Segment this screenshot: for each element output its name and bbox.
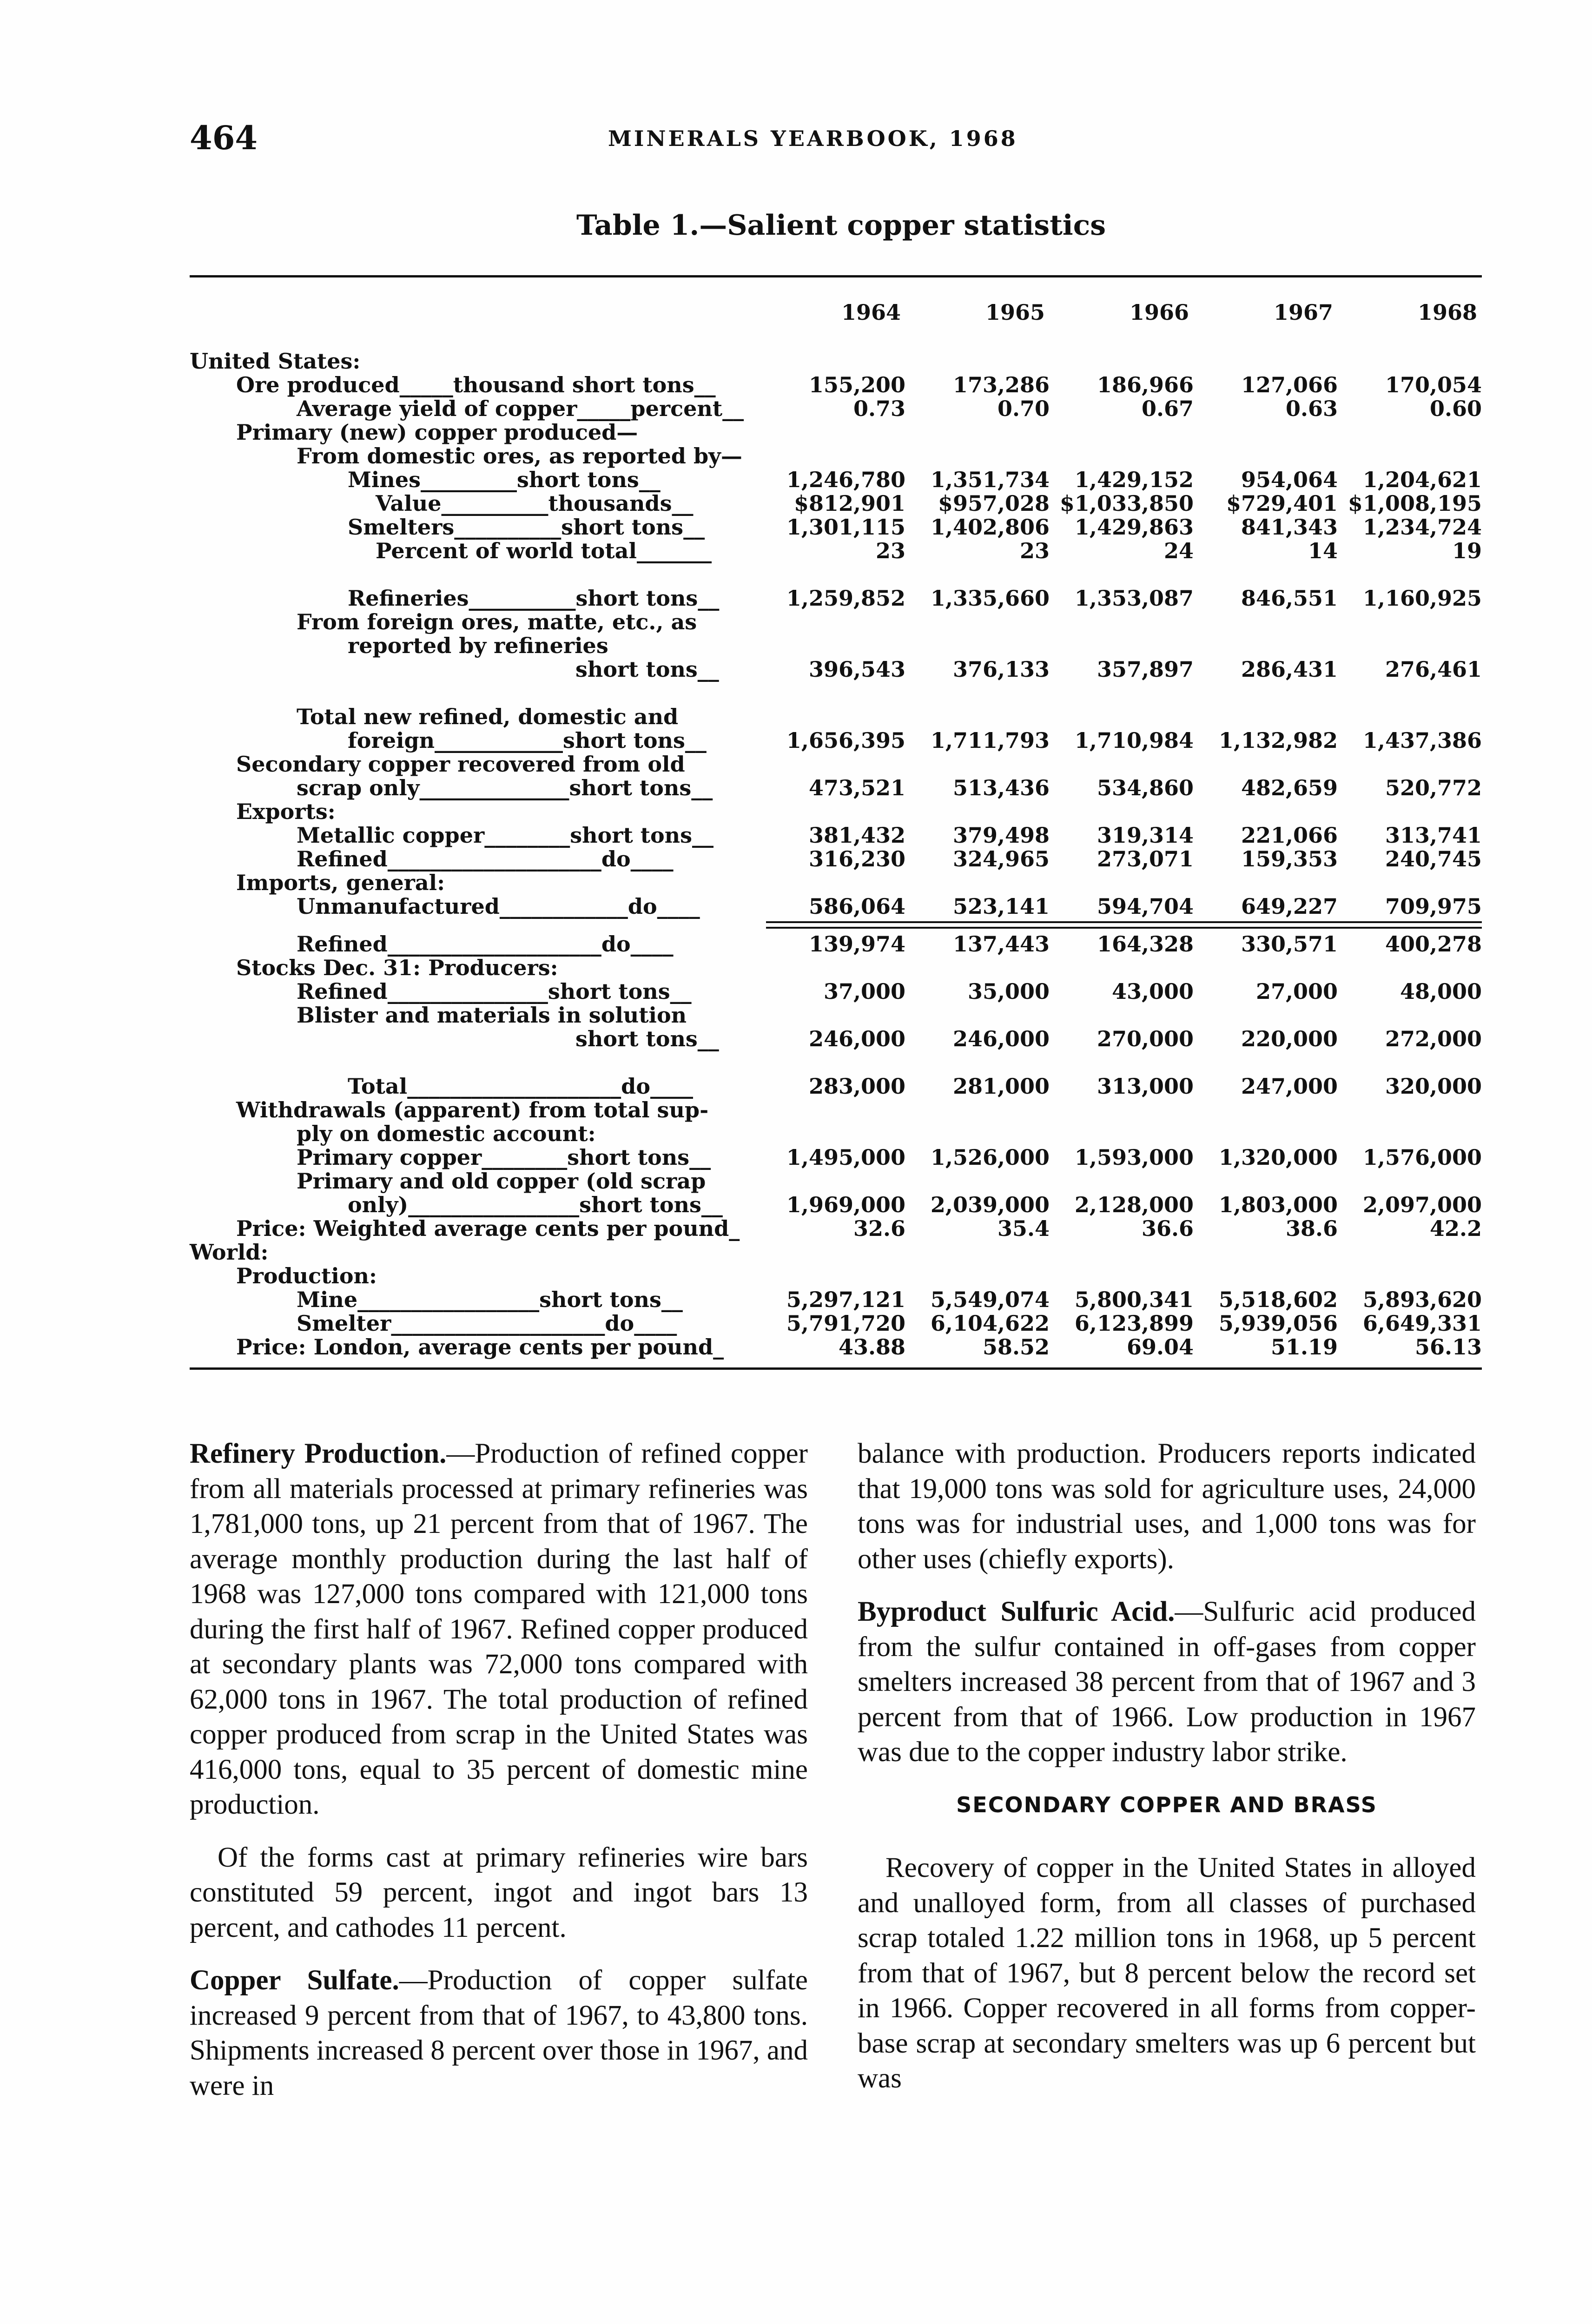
- table-row: [190, 870, 1482, 894]
- table-cell: $1,033,850: [1059, 491, 1194, 516]
- table-cell: 240,745: [1385, 846, 1482, 872]
- table-cell: 5,297,121: [786, 1287, 905, 1312]
- table-cell: 313,000: [1097, 1074, 1194, 1099]
- table-cell: 1,160,925: [1362, 586, 1482, 611]
- table-row: [190, 1026, 1482, 1050]
- table-cell: 1,353,087: [1074, 586, 1194, 611]
- row-label: From foreign ores, matte, etc., as: [297, 609, 697, 634]
- table-cell: 281,000: [952, 1074, 1050, 1099]
- section-heading: SECONDARY COPPER AND BRASS: [956, 1792, 1377, 1817]
- row-label: Total____________________do____: [348, 1074, 694, 1099]
- row-label: Exports:: [236, 799, 336, 824]
- table-cell: 24: [1163, 538, 1194, 563]
- table-row: [190, 396, 1482, 420]
- table-cell: 159,353: [1241, 846, 1338, 872]
- table-cell: 246,000: [808, 1026, 905, 1051]
- column-header: 1966: [1129, 300, 1189, 325]
- table-cell: 247,000: [1241, 1074, 1338, 1099]
- table-cell: 0.73: [853, 396, 905, 421]
- row-label: only)________________short tons__: [348, 1192, 723, 1217]
- table-row: [190, 775, 1482, 799]
- table-cell: 5,800,341: [1074, 1287, 1194, 1312]
- column-header: 1965: [985, 300, 1045, 325]
- table-cell: 846,551: [1241, 586, 1338, 611]
- table-row: [190, 586, 1482, 609]
- column-header: 1967: [1273, 300, 1333, 325]
- row-label: reported by refineries: [348, 633, 608, 658]
- row-label: Blister and materials in solution: [297, 1003, 687, 1028]
- table-cell: 520,772: [1385, 775, 1482, 800]
- table-cell: 0.60: [1429, 396, 1482, 421]
- table-row: [190, 491, 1482, 515]
- table-row: [190, 633, 1482, 657]
- row-label: Total new refined, domestic and: [297, 704, 679, 729]
- forms-paragraph: Of the forms cast at primary refineries wire bars constituted 59 percent, ingot and ingot bars 13 percent, and cathodes 11 percent.: [190, 1842, 808, 1943]
- table-row: [190, 894, 1482, 918]
- row-label: Primary (new) copper produced—: [236, 420, 638, 445]
- table-cell: 330,571: [1241, 931, 1338, 957]
- table-cell: 324,965: [952, 846, 1050, 872]
- table-title: Table 1.—Salient copper statistics: [576, 209, 1106, 242]
- table-row: [190, 704, 1482, 728]
- row-label: Imports, general:: [236, 870, 445, 895]
- table-row: [190, 1121, 1482, 1145]
- table-cell: 5,549,074: [930, 1287, 1050, 1312]
- table-cell: 1,429,863: [1074, 515, 1194, 540]
- row-label: Mines_________short tons__: [348, 467, 661, 492]
- table-cell: 1,710,984: [1074, 728, 1194, 753]
- table-cell: 376,133: [952, 657, 1050, 682]
- row-label: Stocks Dec. 31: Producers:: [236, 955, 558, 980]
- table-cell: 273,071: [1097, 846, 1194, 872]
- table-cell: 1,234,724: [1362, 515, 1482, 540]
- table-cell: 170,054: [1385, 372, 1482, 397]
- table-cell: 1,402,806: [930, 515, 1050, 540]
- table-cell: 23: [875, 538, 905, 563]
- row-label: Average yield of copper_____percent__: [297, 396, 744, 421]
- table-row: [190, 515, 1482, 538]
- row-label: scrap only______________short tons__: [297, 775, 713, 800]
- table-cell: 1,437,386: [1362, 728, 1482, 753]
- table-row: [190, 349, 1482, 372]
- row-label: ply on domestic account:: [297, 1121, 596, 1146]
- running-header: [190, 119, 1482, 165]
- table-cell: 0.70: [997, 396, 1050, 421]
- table-cell: 841,343: [1241, 515, 1338, 540]
- table-cell: 1,301,115: [786, 515, 905, 540]
- row-label: Percent of world total_______: [376, 538, 712, 563]
- table-cell: 164,328: [1097, 931, 1194, 957]
- table-cell: 272,000: [1385, 1026, 1482, 1051]
- table-row: [190, 931, 1482, 955]
- table-cell: 709,975: [1385, 894, 1482, 919]
- table-cell: 27,000: [1255, 979, 1338, 1004]
- sulfate-text: —Production of copper sulfate increased 9 percent from that of 1967, to 43,800 tons. Shipments increased 8 percent over those in 1967, and were in: [190, 1965, 808, 2101]
- row-label: Smelter____________________do____: [297, 1311, 677, 1336]
- row-label: Withdrawals (apparent) from total sup-: [236, 1097, 709, 1122]
- table-cell: 586,064: [808, 894, 905, 919]
- table-cell: 1,246,780: [786, 467, 905, 492]
- refinery-run-in-head: Refinery Production.: [190, 1438, 447, 1469]
- table-cell: 320,000: [1385, 1074, 1482, 1099]
- table-cell: 5,939,056: [1218, 1311, 1338, 1336]
- table-cell: 1,495,000: [786, 1145, 905, 1170]
- table-row: [190, 1334, 1482, 1358]
- table-cell: 1,593,000: [1074, 1145, 1194, 1170]
- table-cell: 221,066: [1241, 823, 1338, 848]
- table-cell: 6,649,331: [1362, 1311, 1482, 1336]
- table-cell: 173,286: [952, 372, 1050, 397]
- table-cell: 37,000: [823, 979, 905, 1004]
- table-row: [190, 1074, 1482, 1097]
- recovery-paragraph: Recovery of copper in the United States in alloyed and unalloyed form, from all classes of purchased scrap totaled 1.22 million tons in 1968, up 5 percent from that of 1967, but 8 percent below the record set in 1966. Copper recovered in all forms from copper-base scrap at secondary smelters was up 6 percent but was: [858, 1852, 1476, 2094]
- table-cell: 1,132,982: [1218, 728, 1338, 753]
- column-header-row: [190, 279, 1482, 349]
- table-cell: $957,028: [938, 491, 1050, 516]
- table-cell: 594,704: [1097, 894, 1194, 919]
- table-cell: 1,576,000: [1362, 1145, 1482, 1170]
- table-row: [190, 1003, 1482, 1026]
- table-row: [190, 609, 1482, 633]
- row-label: Primary and old copper (old scrap: [297, 1169, 706, 1194]
- table-cell: 186,966: [1097, 372, 1194, 397]
- table-cell: 2,128,000: [1074, 1192, 1194, 1217]
- table-row: [190, 1287, 1482, 1311]
- table-cell: 51.19: [1270, 1334, 1338, 1360]
- table-row: [190, 1263, 1482, 1287]
- table-cell: $812,901: [793, 491, 905, 516]
- table-cell: 473,521: [808, 775, 905, 800]
- row-label: World:: [190, 1240, 269, 1265]
- column-header: 1964: [841, 300, 901, 325]
- table-cell: 283,000: [808, 1074, 905, 1099]
- table-cell: 400,278: [1385, 931, 1482, 957]
- table-cell: 1,320,000: [1218, 1145, 1338, 1170]
- table-row: [190, 657, 1482, 680]
- table-row: [190, 728, 1482, 752]
- table-cell: 23: [1019, 538, 1050, 563]
- table-row: [190, 562, 1482, 586]
- table-cell: 127,066: [1241, 372, 1338, 397]
- table-cell: 5,893,620: [1362, 1287, 1482, 1312]
- table-row: [190, 1216, 1482, 1240]
- table-row: [190, 979, 1482, 1003]
- table-cell: $729,401: [1226, 491, 1338, 516]
- table-cell: 246,000: [952, 1026, 1050, 1051]
- table-cell: 276,461: [1385, 657, 1482, 682]
- table-cell: 56.13: [1414, 1334, 1482, 1360]
- table-row: [190, 752, 1482, 775]
- double-rule: [190, 918, 1482, 931]
- table-cell: 1,259,852: [786, 586, 905, 611]
- table-cell: 379,498: [952, 823, 1050, 848]
- table-cell: 954,064: [1241, 467, 1338, 492]
- row-label: Unmanufactured____________do____: [297, 894, 700, 919]
- table-cell: 482,659: [1241, 775, 1338, 800]
- table-cell: 1,429,152: [1074, 467, 1194, 492]
- acid-paragraph: [858, 1594, 1476, 1770]
- table-row: [190, 1311, 1482, 1334]
- row-label: Price: Weighted average cents per pound_: [236, 1216, 740, 1241]
- table-cell: 38.6: [1285, 1216, 1338, 1241]
- table-row: [190, 372, 1482, 396]
- salient-copper-table: [190, 279, 1482, 1370]
- row-label: foreign____________short tons__: [348, 728, 707, 753]
- table-row: [190, 420, 1482, 443]
- row-label: Refineries__________short tons__: [348, 586, 720, 611]
- row-label: United States:: [190, 349, 361, 374]
- table-row: [190, 1145, 1482, 1169]
- table-row: [190, 1050, 1482, 1074]
- row-label: Secondary copper recovered from old: [236, 752, 685, 777]
- table-cell: 396,543: [808, 657, 905, 682]
- table-cell: 1,656,395: [786, 728, 905, 753]
- table-body: [190, 349, 1482, 1370]
- table-cell: $1,008,195: [1348, 491, 1482, 516]
- sulfate-paragraph: [190, 1963, 808, 2103]
- refinery-paragraph: [190, 1436, 808, 1822]
- table-cell: 1,351,734: [930, 467, 1050, 492]
- table-cell: 513,436: [952, 775, 1050, 800]
- table-row: [190, 1097, 1482, 1121]
- column-header: 1968: [1417, 300, 1477, 325]
- table-cell: 14: [1308, 538, 1338, 563]
- table-cell: 649,227: [1241, 894, 1338, 919]
- table-cell: 2,097,000: [1362, 1192, 1482, 1217]
- row-label: Ore produced_____thousand short tons__: [236, 372, 716, 397]
- table-cell: 381,432: [808, 823, 905, 848]
- table-cell: 286,431: [1241, 657, 1338, 682]
- row-label: Refined____________________do____: [297, 846, 674, 872]
- table-cell: 1,803,000: [1218, 1192, 1338, 1217]
- table-cell: 2,039,000: [930, 1192, 1050, 1217]
- running-title: MINERALS YEARBOOK, 1968: [608, 126, 1018, 151]
- table-cell: 19: [1452, 538, 1482, 563]
- table-cell: 1,711,793: [930, 728, 1050, 753]
- table-bottom-rule: [190, 1358, 1482, 1370]
- refinery-text: —Production of refined copper from all materials processed at primary refineries was 1,781,000 tons, up 21 percent from that of 1967. The average monthly production during the last half of 1968 was 127,000 tons compared with 121,000 tons during the first half of 1967. Refined copper produced at secondary plants was 72,000 tons compared with 62,000 tons in 1967. The total production of refined copper produced from scrap in the United States was 416,000 tons, equal to 35 percent of domestic mine production.: [190, 1438, 808, 1820]
- table-cell: 58.52: [982, 1334, 1050, 1360]
- table-cell: 5,518,602: [1218, 1287, 1338, 1312]
- row-label: Refined_______________short tons__: [297, 979, 692, 1004]
- row-label: Price: London, average cents per pound_: [236, 1334, 724, 1360]
- table-row: [190, 1169, 1482, 1192]
- table-cell: 35.4: [997, 1216, 1050, 1241]
- table-cell: 1,204,621: [1362, 467, 1482, 492]
- table-cell: 5,791,720: [786, 1311, 905, 1336]
- acid-text: —Sulfuric acid produced from the sulfur contained in off-gases from copper smelters increased 38 percent from that of 1967 and 3 percent from that of 1966. Low production in 1967 was due to the copper industry labor strike.: [858, 1596, 1476, 1768]
- row-label: Refined____________________do____: [297, 931, 674, 957]
- table-cell: 0.67: [1141, 396, 1194, 421]
- balance-paragraph: balance with production. Producers reports indicated that 19,000 tons was sold for agriculture uses, 24,000 tons was for industrial uses, and 1,000 tons was for other uses (chiefly exports).: [858, 1438, 1476, 1575]
- row-label: Primary copper________short tons__: [297, 1145, 711, 1170]
- table-row: [190, 799, 1482, 823]
- sulfate-run-in-head: Copper Sulfate.: [190, 1965, 399, 1996]
- table-cell: 1,335,660: [930, 586, 1050, 611]
- table-row: [190, 823, 1482, 846]
- table-cell: 35,000: [967, 979, 1050, 1004]
- table-row: [190, 538, 1482, 562]
- table-cell: 137,443: [952, 931, 1050, 957]
- table-cell: 270,000: [1097, 1026, 1194, 1051]
- row-label: Smelters__________short tons__: [348, 515, 705, 540]
- table-row: [190, 955, 1482, 979]
- table-cell: 36.6: [1141, 1216, 1194, 1241]
- table-cell: 69.04: [1126, 1334, 1194, 1360]
- table-cell: 220,000: [1241, 1026, 1338, 1051]
- table-cell: 32.6: [853, 1216, 905, 1241]
- table-cell: 155,200: [808, 372, 905, 397]
- table-cell: 1,526,000: [930, 1145, 1050, 1170]
- row-label: Value__________thousands__: [376, 491, 694, 516]
- page-number: 464: [190, 119, 258, 157]
- table-cell: 319,314: [1097, 823, 1194, 848]
- table-cell: 43.88: [838, 1334, 905, 1360]
- table-cell: 316,230: [808, 846, 905, 872]
- table-cell: 139,974: [808, 931, 905, 957]
- table-top-rule: [190, 275, 1482, 277]
- right-text-column: [858, 1436, 1476, 2114]
- table-row: [190, 443, 1482, 467]
- row-label: Mine_________________short tons__: [297, 1287, 683, 1312]
- table-cell: 6,104,622: [930, 1311, 1050, 1336]
- acid-run-in-head: Byproduct Sulfuric Acid.: [858, 1596, 1175, 1627]
- row-label: Metallic copper________short tons__: [297, 823, 713, 848]
- row-label: short tons__: [575, 657, 719, 682]
- row-label: From domestic ores, as reported by—: [297, 443, 742, 469]
- row-label: short tons__: [575, 1026, 719, 1051]
- table-row: [190, 846, 1482, 870]
- table-cell: 43,000: [1111, 979, 1194, 1004]
- table-row: [190, 680, 1482, 704]
- table-row: [190, 467, 1482, 491]
- table-cell: 357,897: [1097, 657, 1194, 682]
- row-label: Production:: [236, 1263, 377, 1288]
- table-cell: 313,741: [1385, 823, 1482, 848]
- table-row: [190, 1240, 1482, 1263]
- table-cell: 523,141: [952, 894, 1050, 919]
- table-cell: 48,000: [1400, 979, 1482, 1004]
- table-row: [190, 1192, 1482, 1216]
- table-cell: 6,123,899: [1074, 1311, 1194, 1336]
- table-cell: 42.2: [1429, 1216, 1482, 1241]
- left-text-column: [190, 1436, 808, 2121]
- table-cell: 0.63: [1285, 396, 1338, 421]
- table-cell: 1,969,000: [786, 1192, 905, 1217]
- table-cell: 534,860: [1097, 775, 1194, 800]
